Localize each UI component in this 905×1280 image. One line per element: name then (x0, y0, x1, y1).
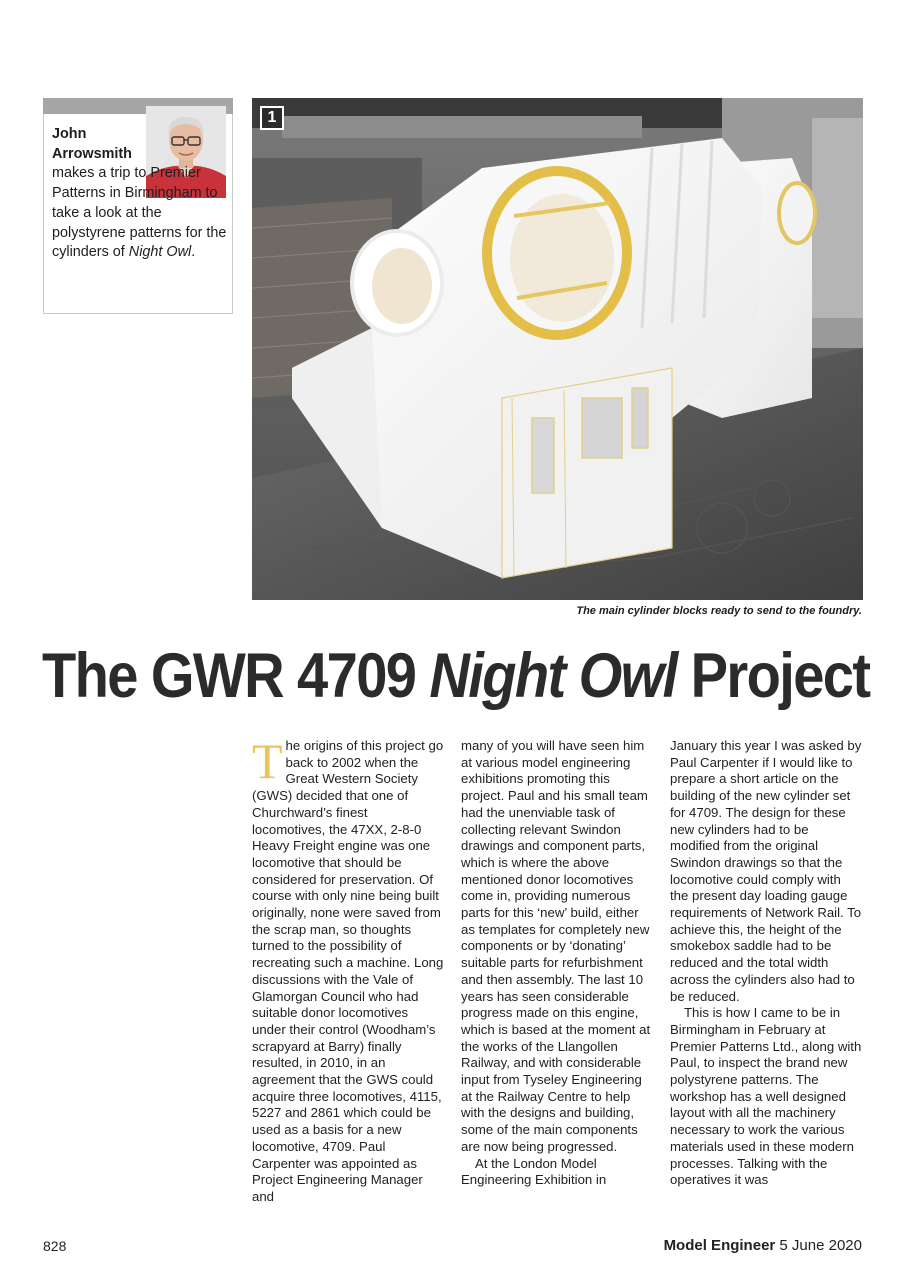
article-headline (42, 636, 870, 716)
column-3-paragraph-1: January this year I was asked by Paul Carpenter if I would like to prepare a short article on the building of the new cylinder set for 4709. The design for these new cylinders had to be modified from the original Swindon drawings so that the locomotive could comply with the present day loading gauge requirements of Network Rail. To achieve this, the height of the smokebox saddle had to be reduced and the total width across the cylinders also had to be reduced. (670, 738, 862, 1004)
article-column-2 (461, 738, 653, 1189)
magazine-title: Model Engineer (663, 1237, 776, 1254)
magazine-footer (664, 1237, 862, 1254)
page-number: 828 (43, 1238, 67, 1254)
issue-date: 5 June 2020 (779, 1237, 862, 1254)
article-column-3 (670, 738, 862, 1189)
author-intro-text: makes a trip to Premier Patterns in Birmingham to take a look at the polystyrene patterns for the cylinders of (52, 165, 227, 261)
column-2-paragraph-1: many of you will have seen him at various model engineering exhibitions promoting this project. Paul and his small team had the unenviable task of collecting relevant Swindon drawings and component parts, which is where the above mentioned donor locomotives come in, providing numerous parts for this ‘new’ build, either as templates for completely new components or by ‘donating’ suitable parts for refurbishment and then assembly. The last 10 years has seen considerable progress made on this engine, which is based at the moment at the works of the Llangollen Railway, and with considerable input from Tyseley Engineering at the Railway Centre to help with the designs and building, some of the main components are now being progressed. (461, 738, 651, 1154)
author-intro-end: . (191, 244, 196, 261)
author-box (43, 98, 233, 314)
author-name-last: Arrowsmith (52, 145, 132, 162)
column-2-paragraph-2: At the London Model Engineering Exhibition in (461, 1155, 607, 1188)
headline-part3: Project (690, 641, 870, 711)
article-column-1 (252, 733, 444, 1206)
photo-caption: The main cylinder blocks ready to send to the foundry. (576, 605, 862, 617)
photo-number-badge: 1 (260, 106, 284, 130)
drop-cap: T (252, 733, 283, 789)
cylinder-blocks-photo (252, 98, 863, 600)
author-intro-italic: Night Owl (128, 244, 192, 261)
cylinder-blocks-illustration (252, 98, 863, 600)
headline-italic: Night Owl (429, 641, 677, 711)
headline-part1: The GWR 4709 (42, 641, 416, 711)
author-name-first: John (52, 126, 87, 142)
author-intro (52, 125, 230, 263)
column-1-paragraph: he origins of this project go back to 2002 when the Great Western Society (GWS) decided that one of Churchward’s finest locomotives, the 47XX, 2-8-0 Heavy Freight engine was one locomotive that should be considered for preservation. Of course with only nine being built originally, none were saved from the scrap man, so thoughts turned to the possibility of recreating such a machine. Long discussions with the Vale of Glamorgan Council who had suitable donor locomotives under their control (Woodham’s scrapyard at Barry) finally resulted, in 2010, in an agreement that the GWS could acquire three locomotives, 4115, 5227 and 2861 which could be used as a basis for a new locomotive, 4709. Paul Carpenter was appointed as Project Engineering Manager and (252, 738, 444, 1204)
column-3-paragraph-2: This is how I came to be in Birmingham in February at Premier Patterns Ltd., along with Paul, to inspect the brand new polystyrene patterns. The workshop has a well designed layout with all the machinery necessary to work the various materials used in these modern processes. Talking with the operatives it was (670, 1005, 862, 1188)
